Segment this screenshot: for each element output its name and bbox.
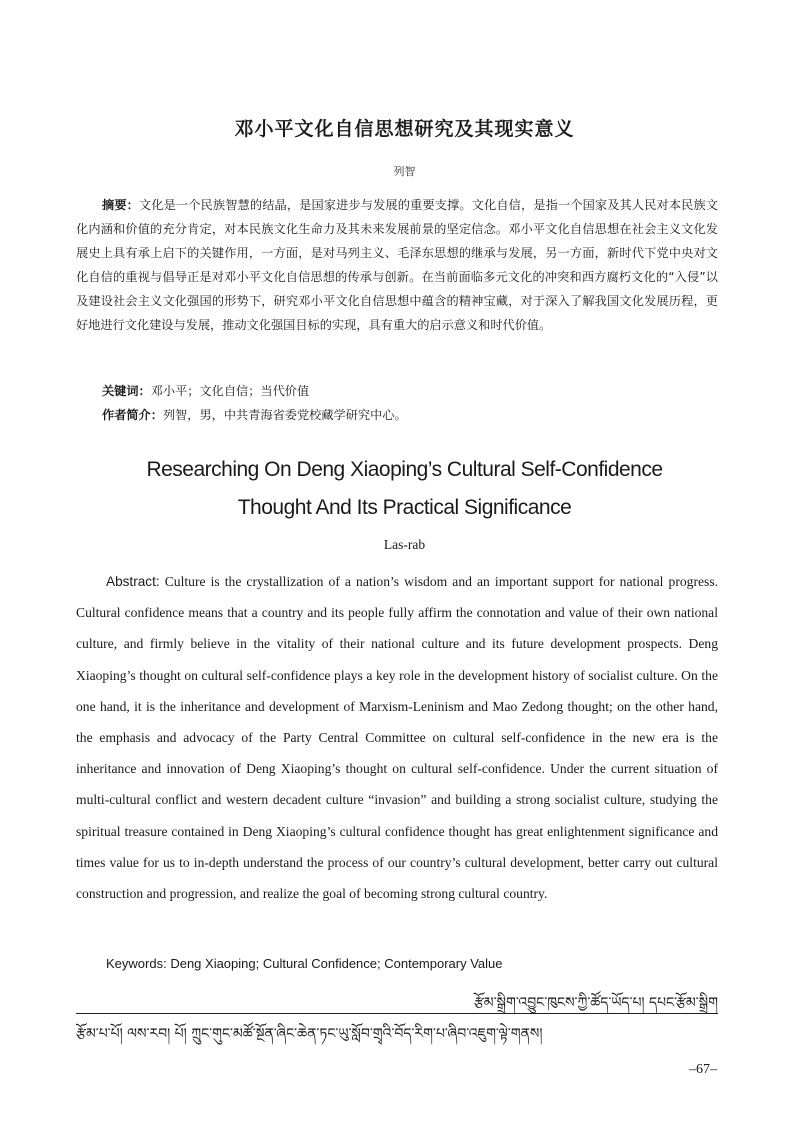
chinese-author: 列智 (393, 165, 416, 178)
chinese-title: 邓小平文化自信思想研究及其现实意义 (234, 118, 575, 140)
english-keywords-text: Deng Xiaoping; Cultural Confidence; Contemporary Value (170, 956, 503, 971)
chinese-abstract-label: 摘要： (102, 198, 139, 212)
chinese-author-info (102, 405, 407, 425)
english-title-line-2: Thought And Its Practical Significance (237, 496, 572, 519)
chinese-keywords-label: 关键词： (102, 384, 151, 398)
section-divider (76, 1013, 718, 1014)
tibetan-section-header: རྩོམ་སྒྲིག་འབྱུང་ཁུངས་ཀྱི་ཚོད་ཡོད་པ། དཔང་རྩོམ་སྒྲིག (473, 995, 718, 1011)
chinese-abstract (76, 193, 718, 338)
tibetan-author-line: རྩོམ་པ་པོ། ལས་རབ། པོ། ཀྲུང་གུང་མཚོ་སྔོན་ཞིང་ཆེན་ཏང་ཡུ་སློབ་གྲྭའི་བོད་རིག་པ་ཞིབ་འཇུག་ལྟེ་གནས། (76, 1026, 543, 1042)
chinese-keywords-text: 邓小平；文化自信；当代价值 (150, 384, 310, 398)
chinese-author-info-text: 列智，男，中共青海省委党校藏学研究中心。 (162, 408, 407, 422)
english-abstract-text: Culture is the crystallization of a nation’s wisdom and an important support for national progress. Cultural confidence means that a country and its people fully affirm the connotation and value of their own national culture, and firmly believe in the vitality of their national culture and its future development prospects. Deng Xiaoping’s thought on cultural self-confidence plays a key role in the development history of socialist culture. On the one hand, it is the inheritance and development of Marxism-Leninism and Mao Zedong thought; on the other hand, the emphasis and advocacy of the Party Central Committee on cultural self-confidence in the new era is the inheritance and innovation of Deng Xiaoping’s thought on cultural self-confidence. Under the current situation of multi-cultural conflict and western decadent culture “invasion” and building a strong socialist culture, studying the spiritual treasure contained in Deng Xiaoping’s cultural confidence thought has great enlightenment significance and times value for us to in-depth understand the process of our country’s cultural development, better carry out cultural construction and progression, and realize the goal of becoming strong cultural country. (76, 574, 719, 902)
english-author: Las-rab (383, 537, 426, 552)
english-keywords (106, 953, 503, 975)
english-abstract (76, 566, 718, 909)
page-number: –67– (689, 1062, 717, 1077)
english-keywords-label: Keywords: (106, 956, 167, 971)
chinese-keywords (102, 381, 309, 401)
english-title-line-1: Researching On Deng Xiaoping’s Cultural Self-Confidence (146, 458, 663, 481)
chinese-abstract-text: 文化是一个民族智慧的结晶，是国家进步与发展的重要支撑。文化自信，是指一个国家及其人民对本民族文化内涵和价值的充分肯定，对本民族文化生命力及其未来发展前景的坚定信念。邓小平文化自信思想在社会主义文化发展史上具有承上启下的关键作用，一方面，是对马列主义、毛泽东思想的继承与发展，另一方面，新时代下党中央对文化自信的重视与倡导正是对邓小平文化自信思想的传承与创新。在当前面临多元文化的冲突和西方腐朽文化的“入侵”以及建设社会主义文化强国的形势下，研究邓小平文化自信思想中蕴含的精神宝藏，对于深入了解我国文化发展历程，更好地进行文化建设与发展，推动文化强国目标的实现，具有重大的启示意义和时代价值。 (76, 198, 718, 333)
english-abstract-label: Abstract: (106, 574, 160, 589)
english-title (0, 451, 809, 527)
chinese-author-info-label: 作者简介： (102, 408, 163, 422)
